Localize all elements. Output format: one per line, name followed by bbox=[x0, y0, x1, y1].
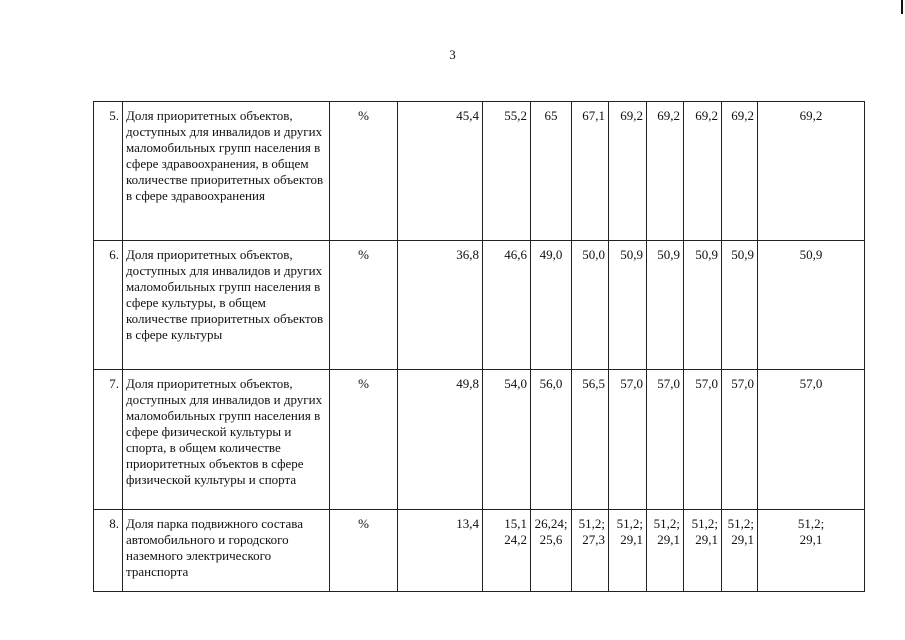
value-cell: 46,6 bbox=[483, 241, 531, 370]
value-cell: 69,2 bbox=[609, 102, 647, 241]
value-cell: 13,4 bbox=[398, 510, 483, 592]
unit-cell: % bbox=[330, 241, 398, 370]
value-cell: 57,0 bbox=[684, 370, 722, 510]
row-number: 6. bbox=[94, 241, 123, 370]
value-cell: 69,2 bbox=[758, 102, 865, 241]
value-cell: 45,4 bbox=[398, 102, 483, 241]
table-row bbox=[94, 241, 865, 370]
value-cell: 50,9 bbox=[609, 241, 647, 370]
value-cell: 15,1 24,2 bbox=[483, 510, 531, 592]
value-cell: 50,0 bbox=[572, 241, 609, 370]
row-number: 7. bbox=[94, 370, 123, 510]
value-cell: 51,2; 29,1 bbox=[722, 510, 758, 592]
value-cell: 65 bbox=[531, 102, 572, 241]
indicator-name: Доля приоритетных объектов, доступных для инвалидов и других маломобильных групп населения в сфере здравоохранения, в общем количестве приоритетных объектов в сфере здравоохранения bbox=[123, 102, 330, 241]
value-cell: 51,2; 29,1 bbox=[758, 510, 865, 592]
value-cell: 50,9 bbox=[722, 241, 758, 370]
value-cell: 51,2; 29,1 bbox=[609, 510, 647, 592]
indicators-table bbox=[93, 101, 865, 592]
value-cell: 57,0 bbox=[647, 370, 684, 510]
indicator-name: Доля приоритетных объектов, доступных для инвалидов и других маломобильных групп населения в сфере физической культуры и спорта, в общем количестве приоритетных объектов в сфере физической культуры и спорта bbox=[123, 370, 330, 510]
value-cell: 49,0 bbox=[531, 241, 572, 370]
indicator-name: Доля приоритетных объектов, доступных для инвалидов и других маломобильных групп населения в сфере культуры, в общем количестве приоритетных объектов в сфере культуры bbox=[123, 241, 330, 370]
value-cell: 55,2 bbox=[483, 102, 531, 241]
value-cell: 56,5 bbox=[572, 370, 609, 510]
value-cell: 50,9 bbox=[647, 241, 684, 370]
value-cell: 57,0 bbox=[722, 370, 758, 510]
indicator-name: Доля парка подвижного состава автомобильного и городского наземного электрического транспорта bbox=[123, 510, 330, 592]
scan-edge-mark bbox=[901, 0, 903, 14]
row-number: 8. bbox=[94, 510, 123, 592]
value-cell: 57,0 bbox=[609, 370, 647, 510]
value-cell: 57,0 bbox=[758, 370, 865, 510]
value-cell: 69,2 bbox=[647, 102, 684, 241]
value-cell: 50,9 bbox=[684, 241, 722, 370]
value-cell: 56,0 bbox=[531, 370, 572, 510]
value-cell: 51,2; 27,3 bbox=[572, 510, 609, 592]
table-row bbox=[94, 102, 865, 241]
unit-cell: % bbox=[330, 102, 398, 241]
table-row bbox=[94, 510, 865, 592]
value-cell: 69,2 bbox=[722, 102, 758, 241]
page-number: 3 bbox=[449, 47, 456, 62]
value-cell: 26,24; 25,6 bbox=[531, 510, 572, 592]
value-cell: 67,1 bbox=[572, 102, 609, 241]
value-cell: 51,2; 29,1 bbox=[647, 510, 684, 592]
table-row bbox=[94, 370, 865, 510]
row-number: 5. bbox=[94, 102, 123, 241]
unit-cell: % bbox=[330, 370, 398, 510]
value-cell: 51,2; 29,1 bbox=[684, 510, 722, 592]
value-cell: 50,9 bbox=[758, 241, 865, 370]
value-cell: 69,2 bbox=[684, 102, 722, 241]
value-cell: 36,8 bbox=[398, 241, 483, 370]
value-cell: 49,8 bbox=[398, 370, 483, 510]
unit-cell: % bbox=[330, 510, 398, 592]
value-cell: 54,0 bbox=[483, 370, 531, 510]
